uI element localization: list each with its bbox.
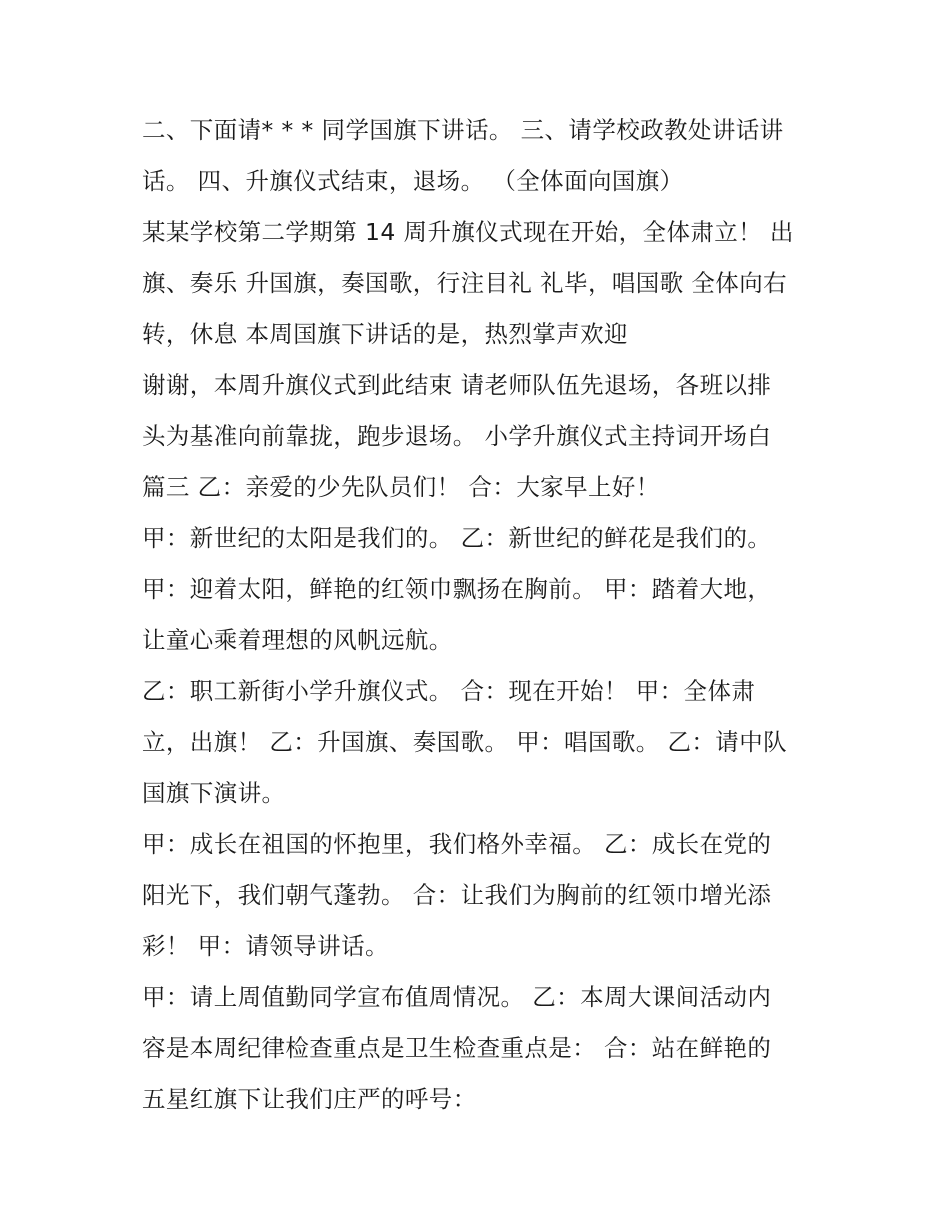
paragraph-agenda [142,105,832,207]
paragraph-dialogue-5 [142,972,832,1125]
text-line: 国旗下演讲。 [142,779,286,807]
text-line: 让童心乘着理想的风帆远航。 [142,626,453,654]
paragraph-closing [142,360,832,513]
text-line: 甲：新世纪的太阳是我们的。 乙：新世纪的鲜花是我们的。 [142,524,772,552]
text-line: 谢谢，本周升旗仪式到此结束 请老师队伍先退场，各班以排 [142,371,772,399]
text-line: 二、下面请* * * 同学国旗下讲话。 三、请学校政教处讲话讲 [142,116,784,144]
text-line: 甲：请上周值勤同学宣布值周情况。 乙：本周大课间活动内 [142,983,772,1011]
document-body [142,105,832,1125]
paragraph-dialogue-3 [142,666,832,819]
text-line: 篇三 乙：亲爱的少先队员们！ 合：大家早上好！ [142,473,660,501]
paragraph-ceremony-script [142,207,832,360]
text-line: 头为基准向前靠拢，跑步退场。 小学升旗仪式主持词开场白 [142,422,772,450]
text-line: 甲：成长在祖国的怀抱里，我们格外幸福。 乙：成长在党的 [142,830,772,858]
text-line: 乙：职工新街小学升旗仪式。 合：现在开始！ 甲：全体肃 [142,677,756,705]
text-line: 五星红旗下让我们庄严的呼号： [142,1085,477,1113]
text-line: 旗、奏乐 升国旗，奏国歌，行注目礼 礼毕，唱国歌 全体向右 [142,269,788,297]
text-line: 某某学校第二学期第 14 周升旗仪式现在开始，全体肃立！ 出 [142,218,794,246]
text-line: 立，出旗！ 乙：升国旗、奏国歌。 甲：唱国歌。 乙：请中队 [142,728,788,756]
paragraph-dialogue-2 [142,564,832,666]
text-line: 彩！ 甲：请领导讲话。 [142,932,389,960]
paragraph-dialogue-4 [142,819,832,972]
text-line: 阳光下，我们朝气蓬勃。 合：让我们为胸前的红领巾增光添 [142,881,772,909]
paragraph-dialogue-1 [142,513,832,564]
text-line: 甲：迎着太阳，鲜艳的红领巾飘扬在胸前。 甲：踏着大地， [142,575,772,603]
text-line: 话。 四、升旗仪式结束，退场。 （全体面向国旗） [142,167,684,195]
text-line: 转，休息 本周国旗下讲话的是，热烈掌声欢迎 [142,320,628,348]
text-line: 容是本周纪律检查重点是卫生检查重点是： 合：站在鲜艳的 [142,1034,772,1062]
